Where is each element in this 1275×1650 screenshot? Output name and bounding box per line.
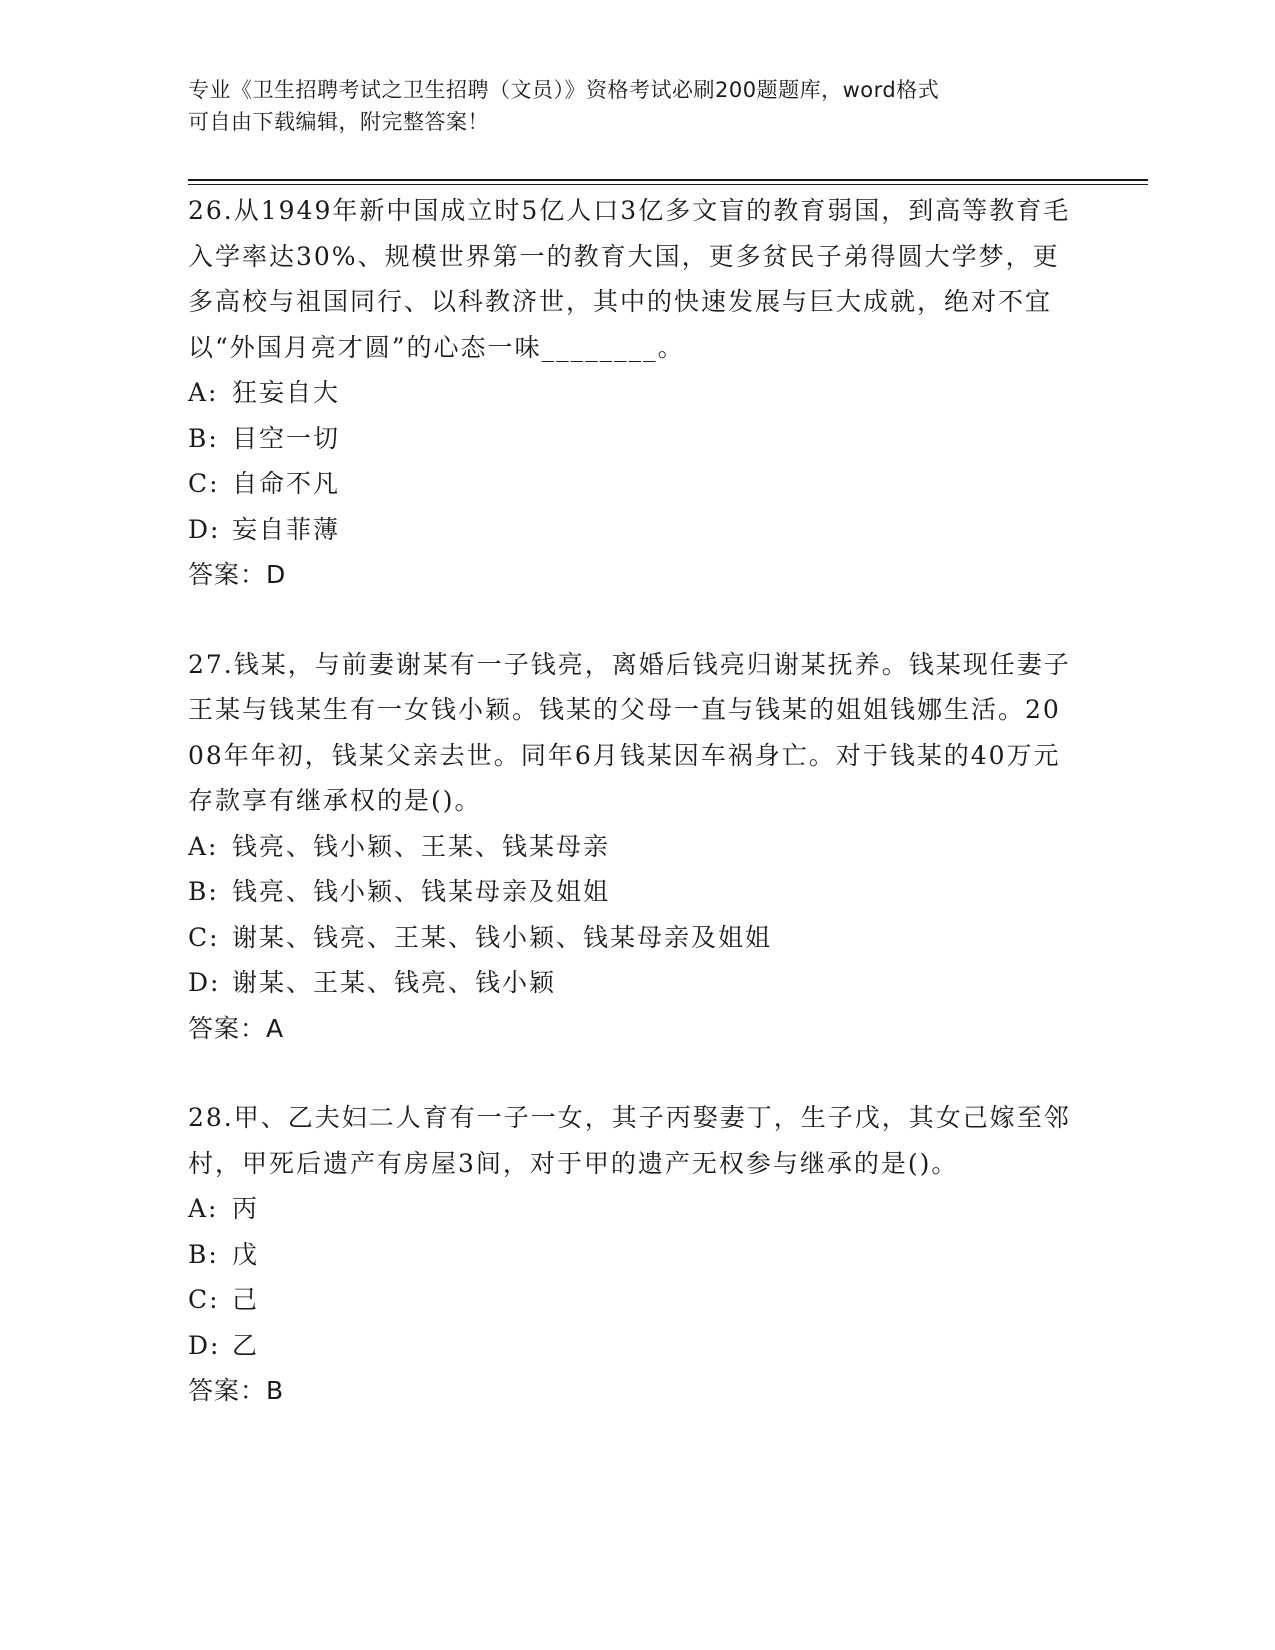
answer-line: 答案：B (188, 1376, 285, 1405)
option-d (188, 1323, 1088, 1369)
header-divider-thin (188, 184, 1148, 185)
option-text: 狂妄自大 (232, 378, 341, 407)
option-key: B: (188, 877, 219, 906)
option-d (188, 507, 1088, 553)
option-text: 钱亮、钱小颖、王某、钱某母亲 (232, 831, 611, 861)
option-b (188, 1232, 1088, 1278)
option-c (188, 461, 1088, 507)
option-text: 谢某、王某、钱亮、钱小颖 (232, 968, 557, 997)
question-28 (188, 1095, 1088, 1414)
option-text: 妄自菲薄 (232, 514, 341, 544)
option-c (188, 915, 1088, 961)
question-list (188, 188, 1088, 1458)
option-d (188, 960, 1088, 1006)
option-key: D: (188, 1330, 221, 1360)
option-a (188, 824, 1088, 870)
question-27 (188, 642, 1088, 1052)
option-text: 目空一切 (232, 423, 341, 453)
option-b (188, 869, 1088, 915)
document-header (188, 74, 1068, 138)
option-key: C: (188, 1285, 220, 1314)
option-a (188, 370, 1088, 416)
option-key: B: (188, 1239, 219, 1269)
question-stem: 28.甲、乙夫妇二人育有一子一女，其子丙娶妻丁，生子戊，其女己嫁至邻村，甲死后遗产有房屋3间，对于甲的遗产无权参与继承的是()。 (188, 1103, 1071, 1178)
option-a (188, 1186, 1088, 1232)
option-text: 丙 (232, 1194, 260, 1223)
answer-line: 答案：A (188, 1013, 285, 1043)
question-stem: 27.钱某，与前妻谢某有一子钱亮，离婚后钱亮归谢某抚养。钱某现任妻子王某与钱某生有一女钱小颖。钱某的父母一直与钱某的姐姐钱娜生活。2008年年初，钱某父亲去世。同年6月钱某因车祸身亡。对于钱某的40万元存款享有继承权的是()。 (188, 649, 1071, 815)
option-key: C: (188, 469, 220, 498)
option-text: 钱亮、钱小颖、钱某母亲及姐姐 (232, 877, 611, 906)
option-key: A: (188, 1194, 219, 1223)
header-line-1: 专业《卫生招聘考试之卫生招聘（文员）》资格考试必刷200题题库，word格式 (188, 78, 940, 102)
option-text: 戊 (232, 1239, 260, 1269)
answer-line: 答案：D (188, 560, 287, 589)
option-c (188, 1277, 1088, 1323)
header-divider-thick (188, 179, 1148, 181)
option-text: 乙 (232, 1330, 260, 1360)
option-b (188, 416, 1088, 462)
option-key: A: (188, 831, 219, 861)
option-text: 己 (232, 1285, 260, 1314)
header-line-2: 可自由下载编辑，附完整答案！ (188, 110, 489, 134)
option-text: 自命不凡 (232, 469, 341, 498)
question-stem: 26.从1949年新中国成立时5亿人口3亿多文盲的教育弱国，到高等教育毛入学率达30%、规模世界第一的教育大国，更多贫民子弟得圆大学梦，更多高校与祖国同行、以科教济世，其中的快速发展与巨大成就，绝对不宜以“外国月亮才圆”的心态一味________。 (188, 196, 1071, 362)
option-key: C: (188, 922, 220, 952)
option-key: A: (188, 378, 219, 407)
question-26 (188, 188, 1088, 598)
option-key: B: (188, 423, 219, 453)
option-key: D: (188, 968, 221, 997)
option-text: 谢某、钱亮、王某、钱小颖、钱某母亲及姐姐 (232, 922, 773, 952)
option-key: D: (188, 514, 221, 544)
